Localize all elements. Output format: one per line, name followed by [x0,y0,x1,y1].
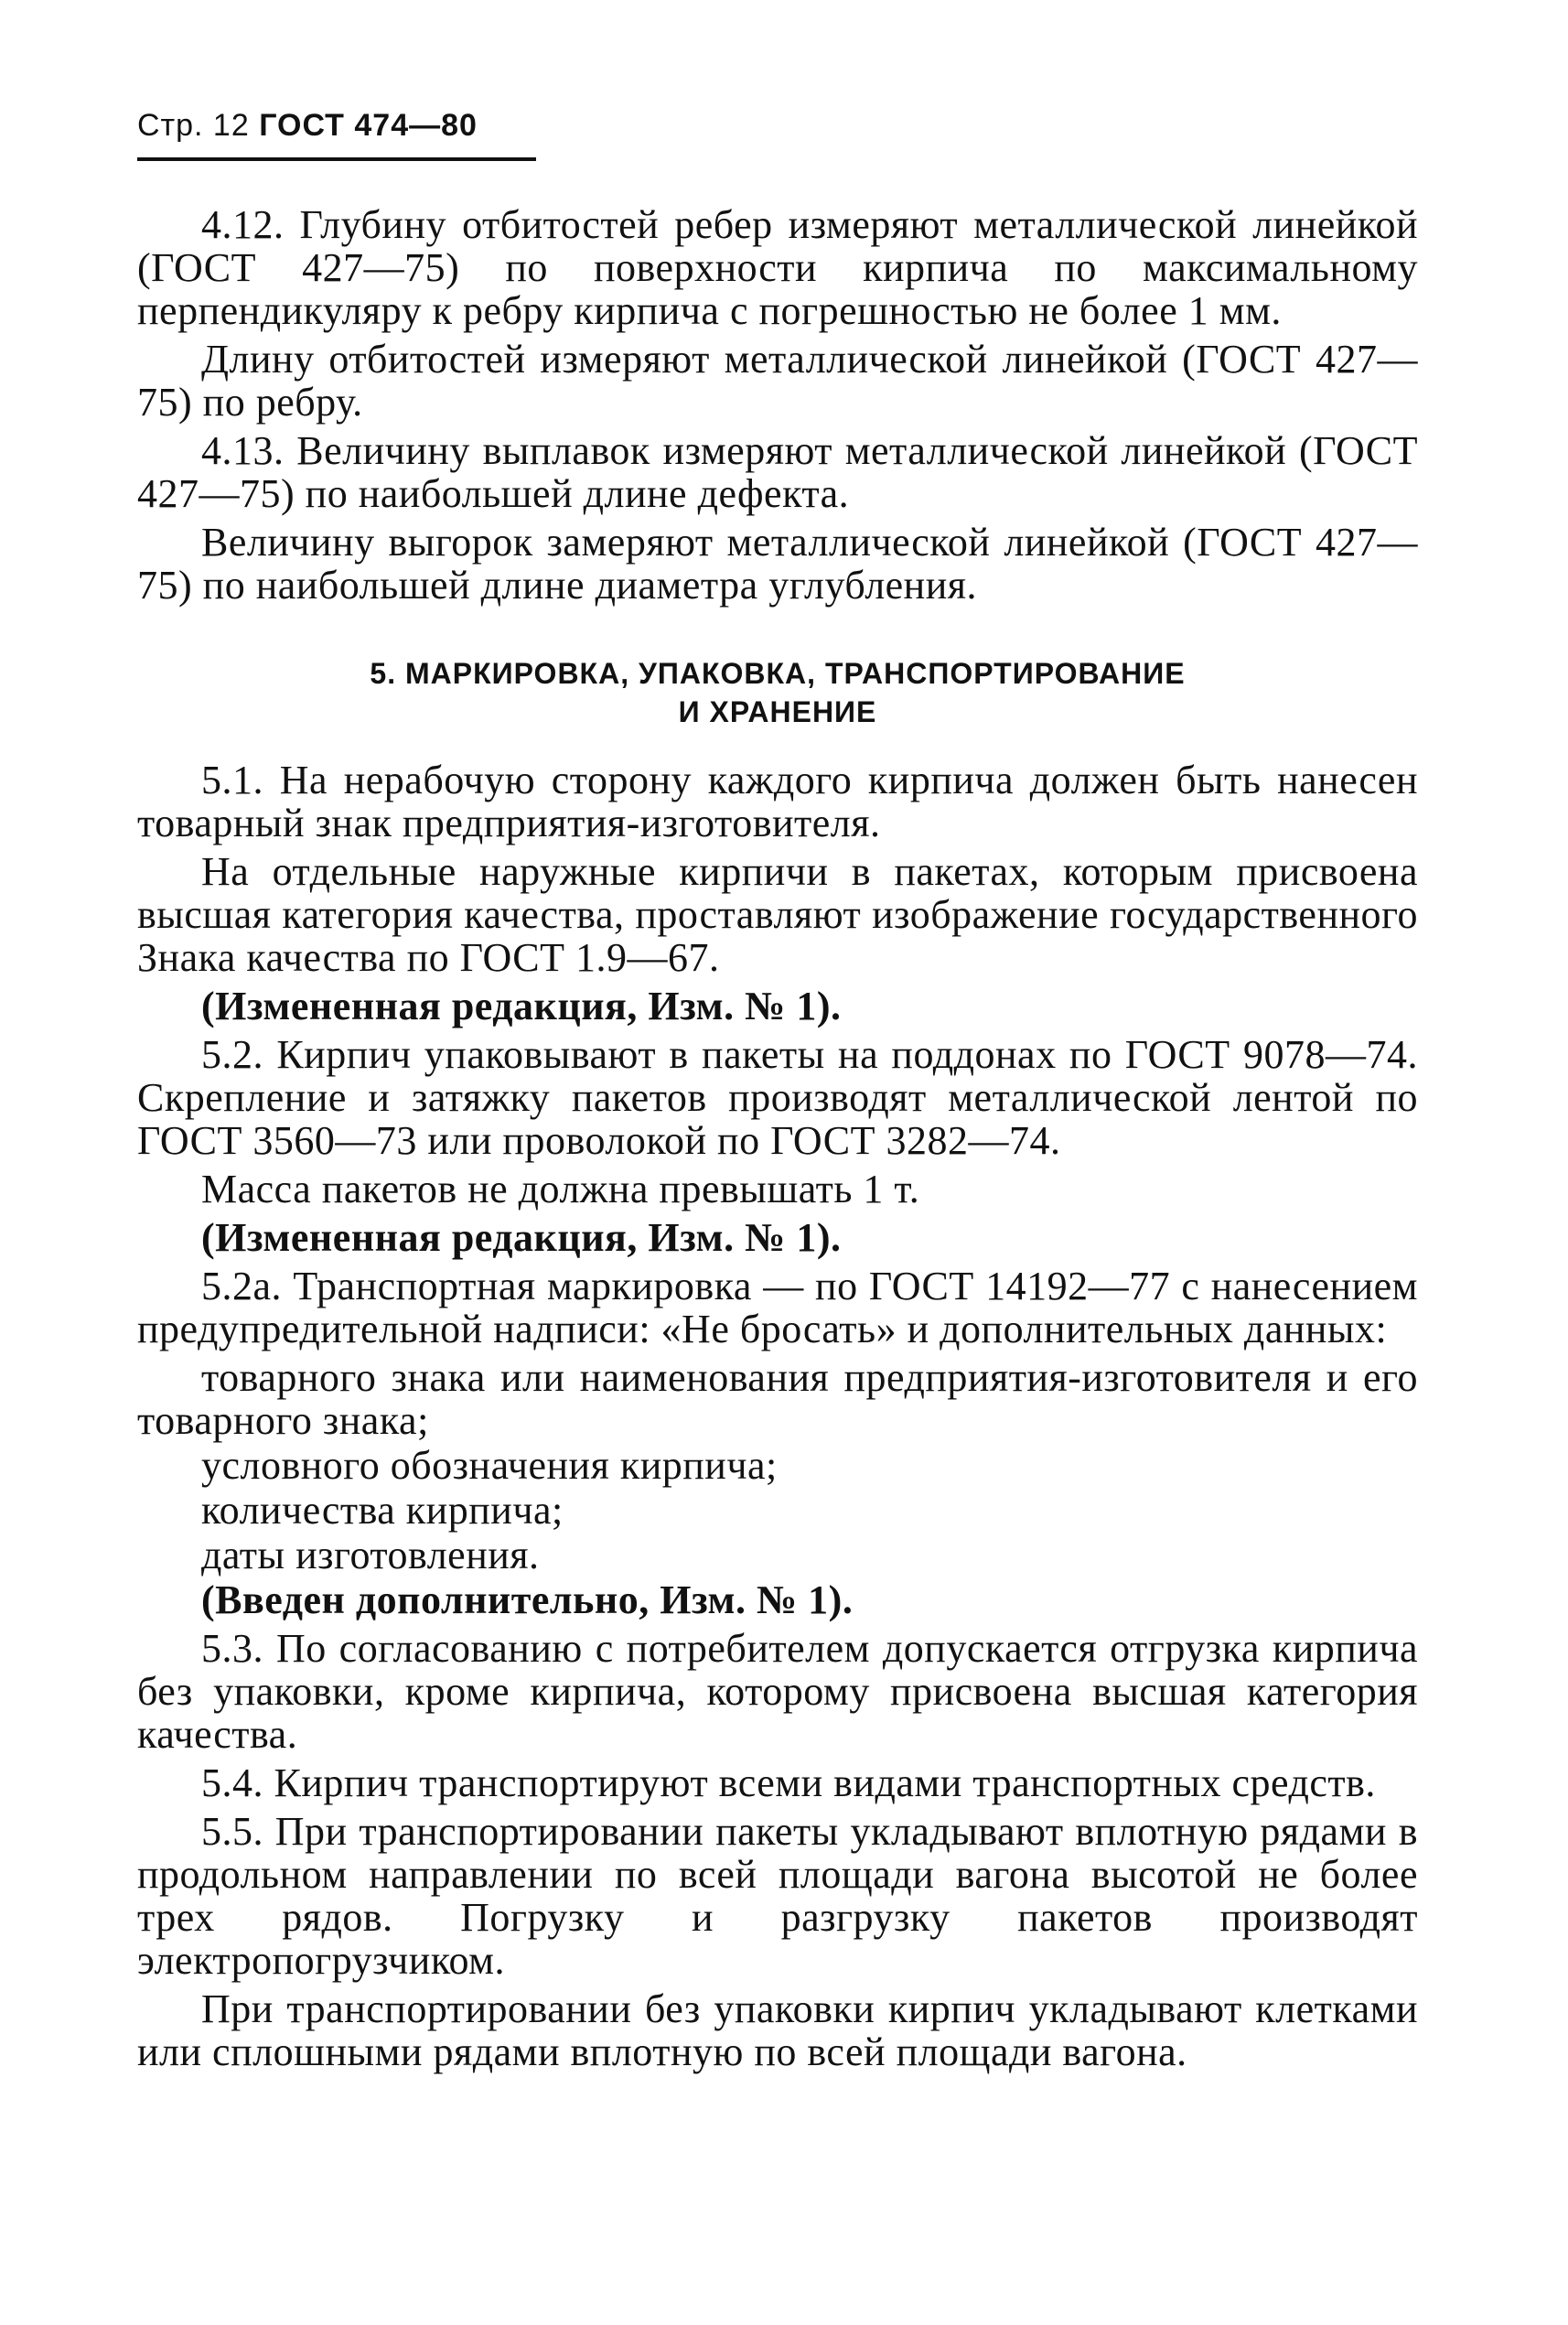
section-5-title [137,654,1418,731]
list-item: количества кирпича; [201,1488,564,1533]
section-title-line-1: 5. МАРКИРОВКА, УПАКОВКА, ТРАНСПОРТИРОВАНИЕ [370,657,1186,690]
document-body [137,203,1418,2079]
paragraph-4-12-length: Длину отбитостей измеряют металлической линейкой (ГОСТ 427—75) по ребру. [137,337,1418,425]
list-item: товарного знака или наименования предприятия-изготовителя и его товарного знака; [137,1355,1418,1443]
header-divider [137,157,536,161]
paragraph-5-2: 5.2. Кирпич упаковывают в пакеты на поддонах по ГОСТ 9078—74. Скрепление и затяжку пакетов производят металлической лентой по ГОСТ 3560—73 или проволокой по ГОСТ 3282—74. [137,1032,1418,1163]
paragraph-5-2-mass: Масса пакетов не должна превышать 1 т. [201,1167,920,1211]
paragraph-5-5-no-packaging: При транспортировании без упаковки кирпич укладывают клетками или сплошными рядами вплотную по всей площади вагона. [137,1986,1418,2074]
list-item: даты изготовления. [201,1533,540,1577]
amendment-note: (Введен дополнительно, Изм. № 1). [201,1577,854,1622]
section-title-line-2: И ХРАНЕНИЕ [678,695,877,728]
page-number: Стр. 12 [137,108,250,143]
paragraph-4-13: 4.13. Величину выплавок измеряют металлической линейкой (ГОСТ 427—75) по наибольшей длине дефекта. [137,428,1418,516]
list-item: условного обозначения кирпича; [201,1443,778,1488]
paragraph-5-1: 5.1. На нерабочую сторону каждого кирпича должен быть нанесен товарный знак предприятия-изготовителя. [137,758,1418,845]
paragraph-4-12: 4.12. Глубину отбитостей ребер измеряют металлической линейкой (ГОСТ 427—75) по поверхности кирпича по максимальному перпендикуляру к ребру кирпича с погрешностью не более 1 мм. [137,202,1418,333]
paragraph-5-1-quality-mark: На отдельные наружные кирпичи в пакетах, которым присвоена высшая категория качества, проставляют изображение государственного Знака качества по ГОСТ 1.9—67. [137,849,1418,980]
amendment-note: (Измененная редакция, Изм. № 1). [201,1215,842,1260]
paragraph-5-3: 5.3. По согласованию с потребителем допускается отгрузка кирпича без упаковки, кроме кирпича, которому присвоена высшая категория качества. [137,1626,1418,1757]
page-header [137,108,478,144]
paragraph-4-13-burnouts: Величину выгорок замеряют металлической линейкой (ГОСТ 427—75) по наибольшей длине диаметра углубления. [137,520,1418,608]
paragraph-5-4: 5.4. Кирпич транспортируют всеми видами транспортных средств. [201,1760,1376,1805]
paragraph-5-2a: 5.2а. Транспортная маркировка — по ГОСТ 14192—77 с нанесением предупредительной надписи: «Не бросать» и дополнительных данных: [137,1264,1418,1351]
standard-code: ГОСТ 474—80 [259,108,478,143]
paragraph-5-5: 5.5. При транспортировании пакеты укладывают вплотную рядами в продольном направлении по всей площади вагона высотой не более трех рядов. Погрузку и разгрузку пакетов производят электропогрузчиком. [137,1809,1418,1983]
amendment-note: (Измененная редакция, Изм. № 1). [201,984,842,1028]
